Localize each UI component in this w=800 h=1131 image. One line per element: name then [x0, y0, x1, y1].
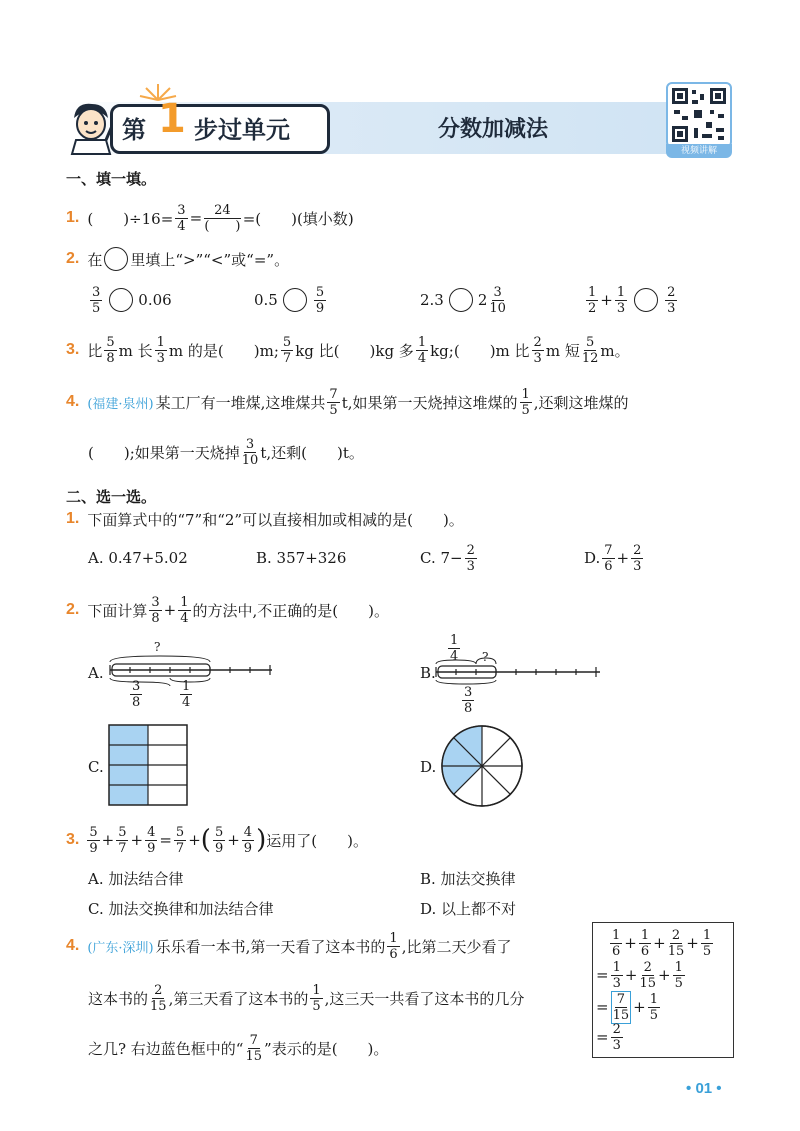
- answer-blank[interactable]: m 的是( )m;: [168, 341, 279, 360]
- compare-value: 2.3: [420, 291, 444, 309]
- choice-question-2: 2. 下面计算 $\frac{3}{8}$ + $\frac{1}{4}$ 的方法中,不正确的是( )。: [66, 594, 389, 626]
- compare-item-3: 2.3 2 $\frac{3}{10}$: [420, 284, 506, 316]
- qr-label: 视频讲解: [666, 144, 732, 158]
- option-c[interactable]: C. 7− $\frac{2}{3}$: [420, 542, 475, 574]
- question-number: 4.: [66, 393, 80, 410]
- choice-question-3: 3. $\frac{5}{9}$ + $\frac{5}{7}$ + $\frac{4}{9}$ = $\frac{5}{7}$ + ( $\frac{5}{9}$ + $\frac{4}{9}$ ) 运用了( )。: [66, 824, 368, 856]
- choice-question-1: [66, 506, 464, 532]
- calc-line-1: $\frac{1}{6}$ + $\frac{1}{6}$ + $\frac{2}{15}$ + $\frac{1}{5}$: [612, 927, 712, 959]
- fill-question-4-line2: ( );如果第一天烧掉 $\frac{3}{10}$ t,还剩( )t。: [88, 436, 364, 468]
- q2-text-2: 里填上“>”“<”或“=”。: [130, 250, 290, 269]
- fill-question-3: 3. 比 $\frac{5}{8}$ m 长 $\frac{1}{3}$ m 的是( )m; $\frac{5}{7}$ kg 比( )kg 多 $\frac{1}{4}$ kg;( )m 比 $\frac{2}{3}$ m 短 $\frac{5}{12}$ m。: [66, 334, 630, 366]
- grid-diagram-c: [108, 724, 188, 806]
- region-tag: (福建·泉州): [87, 396, 154, 412]
- blue-highlight-box: $\frac{7}{15}$: [612, 991, 630, 1023]
- question-number: 4.: [66, 937, 80, 954]
- choice-question-4-line3: 之几? 右边蓝色框中的“ $\frac{7}{15}$ ”表示的是( )。: [88, 1032, 389, 1064]
- option-d[interactable]: D. $\frac{7}{6}$ + $\frac{2}{3}$: [584, 542, 642, 574]
- option-d[interactable]: D. 以上都不对: [420, 900, 517, 918]
- compare-circle[interactable]: [634, 288, 658, 312]
- question-mark: ?: [482, 650, 489, 664]
- q1-answer-blank[interactable]: =( )(填小数): [242, 209, 354, 228]
- option-b[interactable]: B. 357+326: [256, 549, 347, 567]
- fraction: $\frac{3}{4}$: [177, 202, 186, 234]
- mixed-whole: 2: [477, 291, 488, 309]
- chip-suffix: 步过单元: [194, 116, 290, 144]
- question-number: 3.: [66, 341, 80, 358]
- option-a[interactable]: A. 0.47+5.02: [88, 549, 188, 567]
- calc-line-4: = $\frac{2}{3}$: [596, 1021, 621, 1053]
- answer-blank[interactable]: kg 比( )kg 多: [295, 341, 414, 360]
- option-a[interactable]: A. 加法结合律: [88, 870, 184, 888]
- calc-line-2: = $\frac{1}{3}$ + $\frac{2}{15}$ + $\frac{1}{5}$: [596, 959, 683, 991]
- dot-icon: •: [686, 1080, 692, 1097]
- question-number: 3.: [66, 831, 80, 848]
- choice-question-4: 4. (广东·深圳) 乐乐看一本书,第一天看了这本书的 $\frac{1}{6}$ ,比第二天少看了: [66, 930, 512, 962]
- option-b-label[interactable]: B.: [420, 664, 436, 682]
- compare-item-4: $\frac{1}{2}$ + $\frac{1}{3}$ $\frac{2}{3}$: [588, 284, 676, 316]
- circle-diagram-d: [440, 724, 524, 808]
- page-title: 分数加减法: [438, 117, 549, 142]
- fill-question-2: [66, 246, 289, 272]
- question-number: 2.: [66, 601, 80, 618]
- compare-item-2: 0.5 $\frac{5}{9}$: [254, 284, 325, 316]
- label-fraction-a1: $\frac{3}{8}$: [132, 679, 141, 710]
- chip-prefix: 第: [122, 116, 146, 144]
- option-a-label[interactable]: A.: [88, 664, 104, 682]
- choice-question-4-line2: 这本书的 $\frac{2}{15}$ ,第三天看了这本书的 $\frac{1}{5}$ ,这三天一共看了这本书的几分: [88, 982, 525, 1014]
- calc-line-3: = $\frac{7}{15}$ + $\frac{1}{5}$: [596, 991, 658, 1023]
- section-choose-heading: 二、选一选。: [66, 488, 157, 506]
- question-number: 1.: [66, 510, 80, 527]
- compare-circle[interactable]: [449, 288, 473, 312]
- fill-question-1: [66, 198, 354, 238]
- q2-text: 在: [87, 250, 103, 269]
- answer-blank[interactable]: kg;( )m 比: [430, 341, 530, 360]
- fraction: $\frac{24}{( )}$: [204, 202, 241, 234]
- label-fraction-a2: $\frac{1}{4}$: [182, 679, 191, 710]
- region-tag: (广东·深圳): [87, 940, 154, 956]
- section-fill-heading: 一、填一填。: [66, 170, 157, 188]
- boy-mascot-icon: [66, 96, 116, 156]
- qr-code[interactable]: [666, 82, 732, 148]
- option-c[interactable]: C. 加法交换律和加法结合律: [88, 900, 274, 918]
- question-number: 2.: [66, 250, 80, 267]
- compare-circle[interactable]: [109, 288, 133, 312]
- label-fraction-b2: $\frac{3}{8}$: [464, 685, 473, 716]
- question-mark: ?: [154, 640, 161, 654]
- label-fraction-b1: $\frac{1}{4}$: [450, 633, 459, 664]
- fill-question-4: 4. (福建·泉州) 某工厂有一堆煤,这堆煤共 $\frac{7}{5}$ t,如果第一天烧掉这堆煤的 $\frac{1}{5}$ ,还剩这堆煤的: [66, 386, 629, 418]
- dot-icon: •: [716, 1080, 722, 1097]
- option-c-label[interactable]: C.: [88, 758, 104, 776]
- circle-symbol: [104, 247, 128, 271]
- compare-value: 0.5: [254, 291, 278, 309]
- option-b[interactable]: B. 加法交换律: [420, 870, 516, 888]
- compare-circle[interactable]: [283, 288, 307, 312]
- option-d-label[interactable]: D.: [420, 758, 437, 776]
- question-number: 1.: [66, 209, 80, 226]
- page-number: • 01 •: [686, 1080, 722, 1097]
- answer-blank[interactable]: ”表示的是( )。: [264, 1039, 389, 1058]
- chip-number: 1: [158, 96, 186, 142]
- q1-text: ( )÷16=: [87, 209, 174, 228]
- question-text: 运用了( )。: [266, 831, 368, 850]
- question-text: 下面算式中的“7”和“2”可以直接相加或相减的是( )。: [87, 510, 464, 529]
- answer-blank[interactable]: ( );如果第一天烧掉: [88, 443, 240, 462]
- answer-blank[interactable]: t,还剩( )t。: [260, 443, 364, 462]
- equals: =: [189, 209, 203, 227]
- compare-value: 0.06: [138, 291, 172, 309]
- compare-item-1: $\frac{3}{5}$ 0.06: [92, 284, 172, 316]
